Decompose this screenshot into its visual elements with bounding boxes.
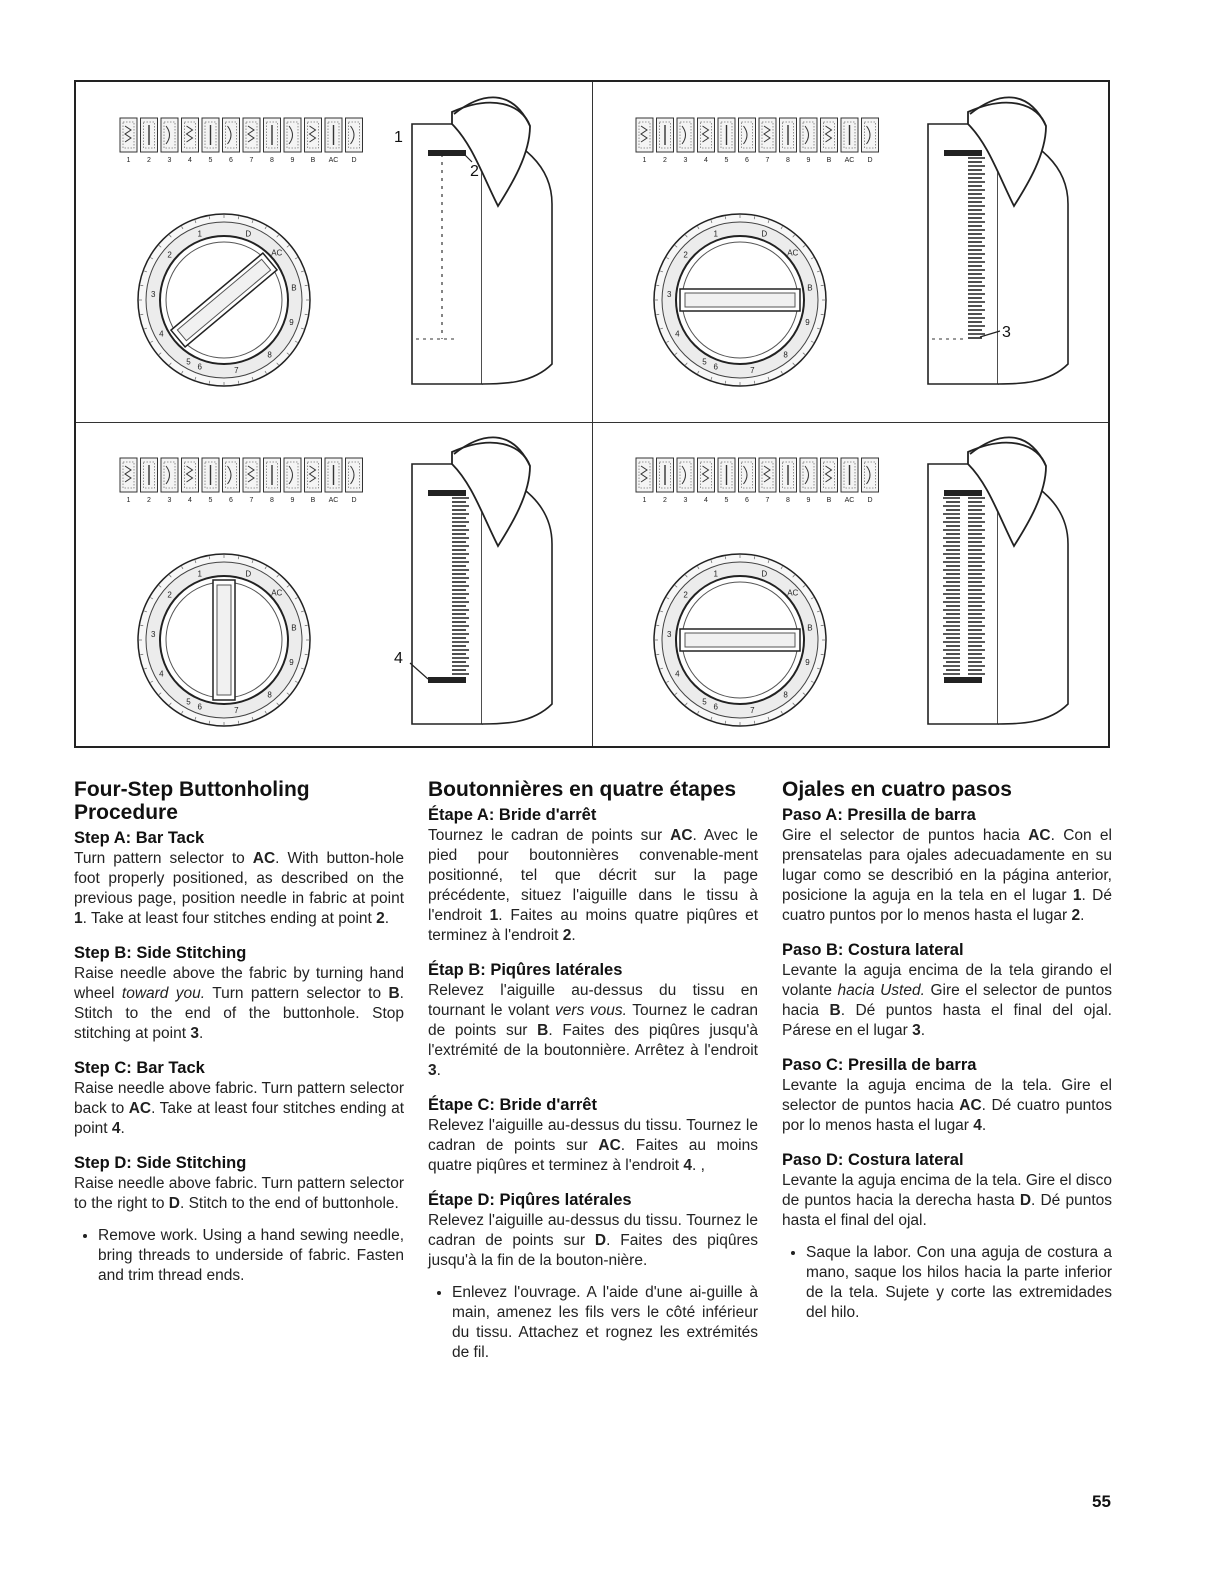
french-bullet-list <box>428 1283 758 1363</box>
dial-label: B <box>807 283 813 293</box>
dial-label: 2 <box>683 250 688 260</box>
spanish-step-b-text: Levante la aguja encima de la tela girando el volante hacia Usted. Gire el selector de puntos hacia B. Dé puntos hasta el final del ojal. Párese en el lugar 3. <box>782 962 1112 1039</box>
selector-label: AC <box>844 497 855 504</box>
dial-label: 6 <box>197 362 202 372</box>
dial-label: 6 <box>713 702 718 712</box>
selector-label: 1 <box>642 497 647 504</box>
french-column <box>428 778 758 1363</box>
dial-label: 5 <box>702 357 707 367</box>
english-step-b-text: Raise needle above the fabric by turning hand wheel toward you. Turn pattern selector to B. Stitch to the end of the buttonhole. Stop stitching at point 3. <box>74 965 404 1042</box>
dial-label: 4 <box>159 669 164 679</box>
stitch-dial <box>138 214 310 386</box>
panel-drawing <box>592 82 1108 414</box>
stitch-dial <box>654 214 826 386</box>
bar-tack-stitch <box>944 150 982 156</box>
selector-cell <box>243 458 260 492</box>
selector-label: 5 <box>724 497 729 504</box>
selector-label: 1 <box>126 497 131 504</box>
side-stitch-column <box>968 154 985 338</box>
selector-cell <box>120 458 137 492</box>
selector-label: 4 <box>704 157 708 164</box>
selector-cell <box>243 118 260 152</box>
panel-drawing <box>592 422 1108 754</box>
dial-label: 7 <box>234 705 239 715</box>
selector-label: 8 <box>786 157 790 164</box>
french-step-d-text: Relevez l'aiguille au-dessus du tissu. Tournez le cadran de points sur D. Faites des piqûres jusqu'à la fin de la bouton-nière. <box>428 1212 758 1269</box>
dial-slot <box>213 580 235 700</box>
dial-label: AC <box>271 588 283 598</box>
dial-label: AC <box>271 248 283 258</box>
spanish-title: Ojales en cuatro pasos <box>782 778 1012 801</box>
panel-drawing <box>76 422 592 754</box>
dial-label: 9 <box>805 317 810 327</box>
dial-label: 3 <box>151 629 156 639</box>
selector-cell <box>698 458 715 492</box>
dial-label: 8 <box>783 350 788 360</box>
selector-label: AC <box>328 157 339 164</box>
selector-label: B <box>310 157 316 164</box>
panel-step-d <box>592 422 1108 754</box>
selector-label: AC <box>328 497 339 504</box>
dial-label: 7 <box>234 365 239 375</box>
stitch-dial <box>654 554 826 726</box>
dial-label: 3 <box>667 289 672 299</box>
spanish-step-d-heading: Paso D: Costura lateral <box>782 1151 964 1169</box>
dial-label: D <box>761 569 768 579</box>
selector-label: 8 <box>786 497 790 504</box>
selector-label: D <box>351 497 357 504</box>
selector-label: 5 <box>208 497 213 504</box>
selector-label: 7 <box>765 157 770 164</box>
bar-tack-stitch <box>428 150 466 156</box>
dial-label: 4 <box>675 329 680 339</box>
selector-label: 3 <box>167 497 172 504</box>
point-label-2: 2 <box>470 163 479 180</box>
panel-step-a <box>76 82 592 414</box>
spanish-step-a-heading: Paso A: Presilla de barra <box>782 806 976 824</box>
point-label-3: 3 <box>1002 324 1011 341</box>
spanish-step-b-heading: Paso B: Costura lateral <box>782 941 964 959</box>
dial-label: 5 <box>186 357 191 367</box>
selector-label: 6 <box>745 497 749 504</box>
selector-cell <box>821 458 838 492</box>
pattern-selector-strip <box>120 118 363 164</box>
selector-label: B <box>310 497 316 504</box>
dial-label: 5 <box>186 697 191 707</box>
dial-label: 3 <box>151 289 156 299</box>
dial-label: 8 <box>783 690 788 700</box>
dial-label: 9 <box>289 657 294 667</box>
selector-label: 3 <box>167 157 172 164</box>
selector-label: 2 <box>147 497 151 504</box>
selector-cell <box>636 458 653 492</box>
french-step-a-text: Tournez le cadran de points sur AC. Avec le pied pour boutonnières convenable-ment positionné, tel que décrit sur la page précédente, situez l'aiguille dans le tissu à l'endroit 1. Faites au moins quatre piqûres et terminez à l'endroit 2. <box>428 827 759 944</box>
spanish-column <box>782 778 1112 1323</box>
shirt-front-panel <box>928 464 998 724</box>
selector-label: 9 <box>806 157 811 164</box>
dial-label: B <box>807 623 813 633</box>
spanish-step-c-text: Levante la aguja encima de la tela. Gire el selector de puntos hacia AC. Dé cuatro puntos por lo menos hasta el lugar 4. <box>782 1077 1112 1134</box>
selector-label: D <box>351 157 357 164</box>
dial-label: B <box>291 283 297 293</box>
selector-cell <box>120 118 137 152</box>
selector-label: 6 <box>745 157 749 164</box>
french-step-b-heading: Étap B: Piqûres latérales <box>428 961 623 979</box>
french-step-b-text: Relevez l'aiguille au-dessus du tissu en tournant le volant vers vous. Tournez le cadran de points sur B. Faites des piqûres jusqu'à l'extrémité de la boutonnière. Arrêtez à l'endroit 3. <box>428 982 758 1079</box>
selector-label: 2 <box>663 157 667 164</box>
dial-label: AC <box>787 588 799 598</box>
point-label-1: 1 <box>394 129 403 146</box>
selector-label: 3 <box>683 157 688 164</box>
dial-label: 6 <box>713 362 718 372</box>
selector-label: B <box>826 157 832 164</box>
selector-label: 4 <box>704 497 708 504</box>
selector-label: 4 <box>188 497 192 504</box>
selector-cell <box>182 458 199 492</box>
bar-tack-stitch <box>428 677 466 683</box>
shirt-front-panel <box>412 464 482 724</box>
dial-label: 4 <box>675 669 680 679</box>
point-label-4: 4 <box>394 650 403 667</box>
selector-label: 5 <box>724 157 729 164</box>
selector-label: 7 <box>249 497 254 504</box>
dial-slot-inner <box>217 585 231 695</box>
selector-label: 7 <box>249 157 254 164</box>
stitch-dial <box>138 554 310 726</box>
dial-label: D <box>245 229 252 239</box>
dial-label: D <box>761 229 768 239</box>
selector-label: D <box>867 157 873 164</box>
selector-label: 9 <box>290 157 295 164</box>
dial-label: 8 <box>267 690 272 700</box>
english-step-c-heading: Step C: Bar Tack <box>74 1059 205 1077</box>
side-stitch-column <box>452 494 469 678</box>
dial-label: 2 <box>167 250 172 260</box>
dial-label: 5 <box>702 697 707 707</box>
spanish-step-d-text: Levante la aguja encima de la tela. Gire el disco de puntos hacia la derecha hasta D. Dé puntos hasta el final del ojal. <box>782 1172 1113 1229</box>
dial-label: D <box>245 569 252 579</box>
selector-cell <box>821 118 838 152</box>
english-column <box>74 778 404 1286</box>
selector-label: 2 <box>663 497 667 504</box>
french-bullet: • Enlevez l'ouvrage. A l'aide d'une ai-guille à main, amenez les fils vers le côté inférieur du tissu. Attachez et rognez les extrémités de fil. <box>452 1283 758 1363</box>
dial-slot <box>680 629 800 651</box>
selector-label: B <box>826 497 832 504</box>
french-title: Boutonnières en quatre étapes <box>428 778 737 801</box>
dial-label: 7 <box>750 705 755 715</box>
page-number: 55 <box>1092 1492 1111 1511</box>
english-step-d-text: Raise needle above fabric. Turn pattern selector to the right to D. Stitch to the end of buttonhole. <box>74 1175 404 1212</box>
selector-cell <box>636 118 653 152</box>
dial-label: 7 <box>750 365 755 375</box>
selector-cell <box>305 118 322 152</box>
english-title: Four-Step Buttonholing Procedure <box>74 778 310 824</box>
dial-label: 1 <box>713 229 718 239</box>
selector-label: 7 <box>765 497 770 504</box>
french-step-c-heading: Étape C: Bride d'arrêt <box>428 1096 597 1114</box>
side-stitch-column <box>968 494 985 678</box>
dial-label: B <box>291 623 297 633</box>
english-step-d-heading: Step D: Side Stitching <box>74 1154 247 1172</box>
selector-cell <box>759 458 776 492</box>
spanish-bullet-list <box>782 1243 1112 1323</box>
english-step-a-heading: Step A: Bar Tack <box>74 829 205 847</box>
english-bullet-list <box>74 1226 404 1286</box>
selector-cell <box>305 458 322 492</box>
selector-label: D <box>867 497 873 504</box>
selector-label: AC <box>844 157 855 164</box>
selector-label: 1 <box>642 157 647 164</box>
bar-tack-stitch <box>428 490 466 496</box>
shirt-illustration <box>394 97 552 384</box>
pattern-selector-strip <box>636 458 879 504</box>
spanish-step-a-text: Gire el selector de puntos hacia AC. Con el prensatelas para ojales adecuadamente en su lugar como se describió en la página anterior, posicione la aguja en la tela en el lugar 1. Dé cuatro puntos por lo menos hasta el lugar 2. <box>782 827 1112 924</box>
selector-label: 2 <box>147 157 151 164</box>
selector-label: 8 <box>270 497 274 504</box>
english-step-c-text: Raise needle above fabric. Turn pattern selector back to AC. Take at least four stitches ending at point 4. <box>74 1080 405 1137</box>
selector-label: 8 <box>270 157 274 164</box>
english-step-b-heading: Step B: Side Stitching <box>74 944 247 962</box>
dial-slot <box>680 289 800 311</box>
dial-label: 9 <box>289 317 294 327</box>
english-bullet: • Remove work. Using a hand sewing needle, bring threads to underside of fabric. Fasten and trim thread ends. <box>98 1226 404 1286</box>
panel-drawing <box>76 82 592 414</box>
selector-cell <box>759 118 776 152</box>
french-step-c-text: Relevez l'aiguille au-dessus du tissu. Tournez le cadran de points sur AC. Faites au moins quatre piqûres et terminez à l'endroit 4. , <box>428 1117 758 1174</box>
dial-label: AC <box>787 248 799 258</box>
dial-label: 3 <box>667 629 672 639</box>
spanish-step-c-heading: Paso C: Presilla de barra <box>782 1056 977 1074</box>
dial-label: 2 <box>167 590 172 600</box>
selector-label: 6 <box>229 157 233 164</box>
panel-step-b <box>592 82 1108 414</box>
selector-label: 9 <box>290 497 295 504</box>
figure-frame <box>74 80 1110 748</box>
dial-label: 6 <box>197 702 202 712</box>
shirt-illustration <box>394 437 552 724</box>
selector-label: 9 <box>806 497 811 504</box>
english-step-a-text: Turn pattern selector to AC. With button-hole foot properly positioned, as described on the previous page, position needle in fabric at point 1. Take at least four stitches ending at point 2. <box>74 850 405 927</box>
selector-label: 3 <box>683 497 688 504</box>
selector-cell <box>698 118 715 152</box>
shirt-illustration <box>928 97 1068 384</box>
selector-label: 6 <box>229 497 233 504</box>
dial-slot-inner <box>685 293 795 307</box>
side-stitch-column <box>943 494 960 678</box>
dial-label: 2 <box>683 590 688 600</box>
dial-label: 1 <box>197 569 202 579</box>
dial-slot-inner <box>685 633 795 647</box>
french-step-d-heading: Étape D: Piqûres latérales <box>428 1191 632 1209</box>
pattern-selector-strip <box>120 458 363 504</box>
dial-label: 1 <box>197 229 202 239</box>
selector-cell <box>182 118 199 152</box>
spanish-bullet: • Saque la labor. Con una aguja de costura a mano, saque los hilos hacia la parte inferior de la tela. Sujete y corte las extremidades del hilo. <box>806 1243 1112 1323</box>
panel-step-c <box>76 422 592 754</box>
bar-tack-stitch <box>944 490 982 496</box>
selector-label: 5 <box>208 157 213 164</box>
pattern-selector-strip <box>636 118 879 164</box>
shirt-illustration <box>928 437 1068 724</box>
dial-label: 4 <box>159 329 164 339</box>
dial-label: 1 <box>713 569 718 579</box>
selector-label: 4 <box>188 157 192 164</box>
dial-label: 8 <box>267 350 272 360</box>
dial-label: 9 <box>805 657 810 667</box>
shirt-front-panel <box>928 124 998 384</box>
french-step-a-heading: Étape A: Bride d'arrêt <box>428 806 597 824</box>
selector-label: 1 <box>126 157 131 164</box>
